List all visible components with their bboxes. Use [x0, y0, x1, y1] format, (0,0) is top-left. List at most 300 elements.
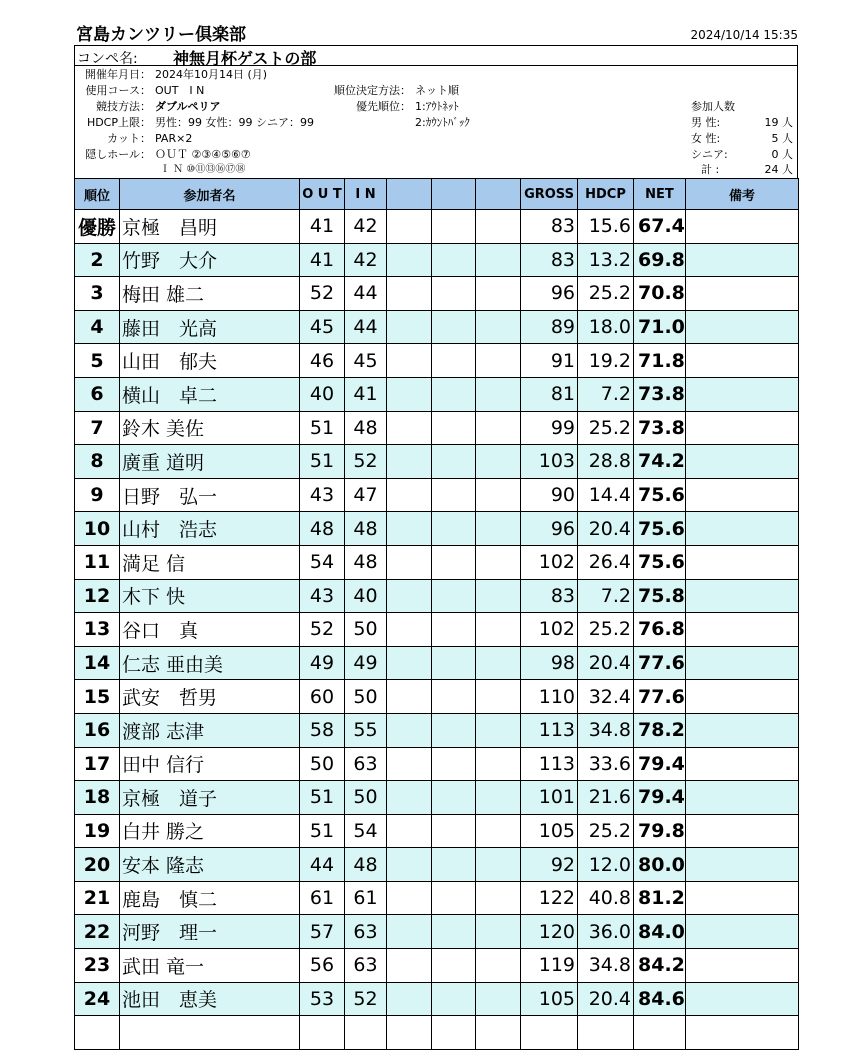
cell-empty: [387, 848, 432, 882]
cell-out: 60: [300, 680, 345, 714]
cell-rank: 21: [75, 881, 120, 915]
cell-net: 70.8: [634, 277, 686, 311]
cell-empty: [387, 646, 432, 680]
col-header-blank-3: [476, 179, 521, 210]
cell-empty: [476, 982, 521, 1016]
cell-in: 48: [345, 848, 387, 882]
cell-name: 渡部 志津: [120, 713, 300, 747]
cell-out: 45: [300, 310, 345, 344]
cell-name: 谷口 真: [120, 613, 300, 647]
cell-name: 満足 信: [120, 545, 300, 579]
cell-empty: [432, 680, 476, 714]
cell-empty: [387, 713, 432, 747]
cell-rank: 9: [75, 478, 120, 512]
cell-empty: [432, 747, 476, 781]
cell-name: 木下 快: [120, 579, 300, 613]
cell-notes: [686, 747, 799, 781]
cell-empty: [387, 579, 432, 613]
cut-label: カット：: [107, 132, 151, 145]
cell-empty: [432, 814, 476, 848]
ranking-method-value: ネット順: [415, 84, 459, 97]
cell-empty: [476, 814, 521, 848]
cell-name: 武安 哲男: [120, 680, 300, 714]
cell-empty: [476, 344, 521, 378]
date-label: 開催年月日：: [85, 68, 151, 81]
cell-hdcp: 21.6: [578, 781, 634, 815]
cell-net: 75.6: [634, 545, 686, 579]
cell-rank: 24: [75, 982, 120, 1016]
cell-empty: [432, 613, 476, 647]
cell-name: 鹿島 慎二: [120, 881, 300, 915]
table-row: [75, 982, 799, 1016]
cell-name: 鈴木 美佐: [120, 411, 300, 445]
results-table: [74, 178, 799, 1050]
cell-rank: 5: [75, 344, 120, 378]
cell-empty: [387, 243, 432, 277]
cell-gross: 83: [521, 210, 578, 244]
priority-label: 優先順位：: [356, 100, 411, 113]
cell-out: 50: [300, 747, 345, 781]
col-header-rank: 順位: [75, 179, 120, 210]
cell-empty: [432, 915, 476, 949]
cell-empty: [387, 445, 432, 479]
table-row: [75, 680, 799, 714]
table-row: [75, 848, 799, 882]
cell-empty: [432, 512, 476, 546]
cell-in: 54: [345, 814, 387, 848]
table-row: [75, 445, 799, 479]
club-name: 宮島カンツリー倶楽部: [76, 25, 246, 45]
cell-empty: [432, 344, 476, 378]
cell-in: 52: [345, 982, 387, 1016]
cell-net: 84.2: [634, 949, 686, 983]
cell-rank: 11: [75, 545, 120, 579]
table-row: [75, 377, 799, 411]
table-row: [75, 210, 799, 244]
cell-rank: 18: [75, 781, 120, 815]
cell-name: 山村 浩志: [120, 512, 300, 546]
cell-empty: [476, 713, 521, 747]
cell-in: 55: [345, 713, 387, 747]
cell-net: 74.2: [634, 445, 686, 479]
cell-gross: 99: [521, 411, 578, 445]
cell-out: 52: [300, 277, 345, 311]
female-label: 女 性:: [691, 132, 721, 145]
hidden-holes-in: Ｉ Ｎ ⑩⑪⑬⑯⑰⑱: [160, 164, 246, 175]
cell-empty: [476, 545, 521, 579]
senior-label: シニア:: [691, 148, 728, 161]
table-row: [75, 949, 799, 983]
cell-in: 48: [345, 512, 387, 546]
cell-notes: [686, 848, 799, 882]
cell-in: 41: [345, 377, 387, 411]
cell-net: 75.6: [634, 512, 686, 546]
cell-in: 44: [345, 310, 387, 344]
cell-empty: [476, 881, 521, 915]
cell-empty: [476, 680, 521, 714]
cell-empty: [432, 478, 476, 512]
cell-rank: 22: [75, 915, 120, 949]
cell-net: 79.4: [634, 747, 686, 781]
table-row: [75, 579, 799, 613]
cell-out: 44: [300, 848, 345, 882]
cell-rank: 3: [75, 277, 120, 311]
cell-notes: [686, 781, 799, 815]
cell-rank: 8: [75, 445, 120, 479]
cell-empty: [300, 1016, 345, 1050]
cell-empty: [387, 545, 432, 579]
format-label: 競技方法：: [96, 100, 151, 113]
cell-out: 52: [300, 613, 345, 647]
cell-rank: 17: [75, 747, 120, 781]
cell-empty: [387, 377, 432, 411]
cell-empty: [476, 848, 521, 882]
cell-empty: [432, 545, 476, 579]
cell-name: 京極 道子: [120, 781, 300, 815]
cell-hdcp: 18.0: [578, 310, 634, 344]
priority-1: 1:ｱｳﾄﾈｯﾄ: [415, 100, 459, 113]
cell-empty: [432, 982, 476, 1016]
cell-out: 40: [300, 377, 345, 411]
cell-empty: [387, 1016, 432, 1050]
cell-gross: 83: [521, 579, 578, 613]
cell-out: 51: [300, 781, 345, 815]
cell-notes: [686, 713, 799, 747]
cell-gross: 120: [521, 915, 578, 949]
cell-empty: [476, 1016, 521, 1050]
cell-name: 竹野 大介: [120, 243, 300, 277]
cell-empty: [387, 512, 432, 546]
cell-empty: [476, 512, 521, 546]
cell-empty: [387, 277, 432, 311]
cell-empty: [476, 646, 521, 680]
cell-empty: [345, 1016, 387, 1050]
col-header-notes: 備考: [686, 179, 799, 210]
cell-name: 田中 信行: [120, 747, 300, 781]
hidden-holes-label: 隠しホール：: [85, 148, 151, 161]
cell-hdcp: 25.2: [578, 277, 634, 311]
cell-gross: 110: [521, 680, 578, 714]
cell-notes: [686, 949, 799, 983]
competition-name: 神無月杯ゲストの部: [173, 49, 317, 68]
cell-gross: 101: [521, 781, 578, 815]
cell-notes: [686, 881, 799, 915]
cell-in: 48: [345, 411, 387, 445]
cell-gross: 113: [521, 747, 578, 781]
cell-in: 48: [345, 545, 387, 579]
cell-rank: 4: [75, 310, 120, 344]
cell-empty: [387, 747, 432, 781]
cell-net: 73.8: [634, 377, 686, 411]
cell-in: 63: [345, 949, 387, 983]
cell-net: 75.6: [634, 478, 686, 512]
cell-notes: [686, 579, 799, 613]
cell-rank: 7: [75, 411, 120, 445]
cell-net: 84.0: [634, 915, 686, 949]
cell-empty: [387, 344, 432, 378]
cell-in: 61: [345, 881, 387, 915]
cell-in: 49: [345, 646, 387, 680]
cell-gross: 96: [521, 512, 578, 546]
cell-empty: [521, 1016, 578, 1050]
cell-notes: [686, 478, 799, 512]
cell-net: 81.2: [634, 881, 686, 915]
cell-in: 63: [345, 747, 387, 781]
cell-gross: 119: [521, 949, 578, 983]
cell-empty: [476, 579, 521, 613]
cell-empty: [686, 1016, 799, 1050]
cell-gross: 105: [521, 982, 578, 1016]
cell-hdcp: 25.2: [578, 411, 634, 445]
cell-gross: 90: [521, 478, 578, 512]
cell-empty: [578, 1016, 634, 1050]
table-row: [75, 478, 799, 512]
cell-hdcp: 13.2: [578, 243, 634, 277]
col-header-gross: GROSS: [521, 179, 578, 210]
cell-net: 69.8: [634, 243, 686, 277]
cell-notes: [686, 512, 799, 546]
priority-2: 2:ｶｳﾝﾄﾊﾞｯｸ: [415, 116, 470, 129]
cell-notes: [686, 243, 799, 277]
cell-rank: 20: [75, 848, 120, 882]
cell-hdcp: 7.2: [578, 377, 634, 411]
cell-out: 48: [300, 512, 345, 546]
cell-out: 56: [300, 949, 345, 983]
table-row: [75, 814, 799, 848]
cell-net: 73.8: [634, 411, 686, 445]
cell-out: 49: [300, 646, 345, 680]
table-header-row: [75, 179, 799, 210]
cell-notes: [686, 445, 799, 479]
male-count: 19 人: [764, 116, 793, 129]
cell-empty: [387, 310, 432, 344]
cell-empty: [387, 478, 432, 512]
cell-name: 京極 昌明: [120, 210, 300, 244]
col-header-out: O U T: [300, 179, 345, 210]
cell-empty: [432, 848, 476, 882]
cell-empty: [387, 982, 432, 1016]
competition-info: [74, 65, 798, 179]
cell-empty: [476, 747, 521, 781]
table-row: [75, 411, 799, 445]
cell-out: 43: [300, 579, 345, 613]
cell-rank: 優勝: [75, 210, 120, 244]
cell-empty: [432, 646, 476, 680]
cell-empty: [387, 210, 432, 244]
cell-empty: [387, 781, 432, 815]
cell-in: 47: [345, 478, 387, 512]
cell-name: 武田 竜一: [120, 949, 300, 983]
cell-in: 40: [345, 579, 387, 613]
cell-name: 安本 隆志: [120, 848, 300, 882]
cell-empty: [75, 1016, 120, 1050]
course-value: OUT I N: [155, 84, 205, 97]
hidden-holes-out: ＯＵＴ ②③④⑤⑥⑦: [155, 148, 251, 161]
cell-notes: [686, 982, 799, 1016]
cell-empty: [476, 478, 521, 512]
col-header-in: I N: [345, 179, 387, 210]
cell-name: 梅田 雄二: [120, 277, 300, 311]
cell-rank: 13: [75, 613, 120, 647]
cell-hdcp: 25.2: [578, 613, 634, 647]
cell-notes: [686, 814, 799, 848]
cell-rank: 15: [75, 680, 120, 714]
cell-hdcp: 20.4: [578, 982, 634, 1016]
cell-name: 廣重 道明: [120, 445, 300, 479]
cell-net: 71.8: [634, 344, 686, 378]
cell-net: 79.4: [634, 781, 686, 815]
cell-empty: [476, 210, 521, 244]
cell-empty: [476, 915, 521, 949]
cell-notes: [686, 377, 799, 411]
cell-rank: 23: [75, 949, 120, 983]
cell-out: 41: [300, 210, 345, 244]
cell-empty: [432, 881, 476, 915]
cell-in: 50: [345, 680, 387, 714]
col-header-name: 参加者名: [120, 179, 300, 210]
cell-name: 白井 勝之: [120, 814, 300, 848]
cell-notes: [686, 344, 799, 378]
print-datetime: 2024/10/14 15:35: [690, 28, 798, 42]
cell-empty: [387, 411, 432, 445]
cell-net: 80.0: [634, 848, 686, 882]
cell-net: 77.6: [634, 646, 686, 680]
cell-net: 84.6: [634, 982, 686, 1016]
cell-in: 45: [345, 344, 387, 378]
cell-rank: 6: [75, 377, 120, 411]
cell-rank: 12: [75, 579, 120, 613]
cell-empty: [432, 579, 476, 613]
cell-notes: [686, 680, 799, 714]
cell-hdcp: 32.4: [578, 680, 634, 714]
total-label: 計 :: [701, 163, 720, 176]
cell-out: 51: [300, 445, 345, 479]
cell-gross: 89: [521, 310, 578, 344]
cell-in: 50: [345, 613, 387, 647]
cell-notes: [686, 310, 799, 344]
table-row: [75, 310, 799, 344]
cell-empty: [432, 243, 476, 277]
cell-notes: [686, 277, 799, 311]
cell-empty: [387, 814, 432, 848]
cell-out: 53: [300, 982, 345, 1016]
cell-empty: [432, 310, 476, 344]
cell-gross: 92: [521, 848, 578, 882]
cell-empty: [387, 881, 432, 915]
cell-empty: [476, 411, 521, 445]
cell-out: 57: [300, 915, 345, 949]
cell-net: 77.6: [634, 680, 686, 714]
cell-empty: [476, 445, 521, 479]
cell-out: 51: [300, 411, 345, 445]
cell-hdcp: 33.6: [578, 747, 634, 781]
table-row: [75, 747, 799, 781]
cell-hdcp: 40.8: [578, 881, 634, 915]
cell-hdcp: 14.4: [578, 478, 634, 512]
cell-name: 山田 郁夫: [120, 344, 300, 378]
course-label: 使用コース：: [85, 84, 151, 97]
cell-in: 42: [345, 243, 387, 277]
ranking-method-label: 順位決定方法：: [334, 84, 411, 97]
cell-gross: 102: [521, 613, 578, 647]
cell-name: 日野 弘一: [120, 478, 300, 512]
cell-in: 44: [345, 277, 387, 311]
cell-out: 46: [300, 344, 345, 378]
cell-hdcp: 34.8: [578, 949, 634, 983]
cell-hdcp: 12.0: [578, 848, 634, 882]
cell-net: 75.8: [634, 579, 686, 613]
date-value: 2024年10月14日 (月): [155, 68, 268, 81]
cell-empty: [432, 445, 476, 479]
cell-empty: [432, 210, 476, 244]
col-header-blank-2: [432, 179, 476, 210]
cell-hdcp: 28.8: [578, 445, 634, 479]
senior-count: 0 人: [771, 148, 793, 161]
cell-hdcp: 25.2: [578, 814, 634, 848]
cell-name: 池田 恵美: [120, 982, 300, 1016]
cell-empty: [387, 949, 432, 983]
cell-hdcp: 7.2: [578, 579, 634, 613]
hdcp-limit-label: HDCP上限：: [86, 116, 151, 129]
cell-gross: 83: [521, 243, 578, 277]
table-row: [75, 512, 799, 546]
cell-out: 41: [300, 243, 345, 277]
cell-rank: 10: [75, 512, 120, 546]
cell-gross: 81: [521, 377, 578, 411]
male-label: 男 性:: [691, 116, 721, 129]
cell-gross: 113: [521, 713, 578, 747]
cell-empty: [634, 1016, 686, 1050]
cell-notes: [686, 210, 799, 244]
table-row: [75, 243, 799, 277]
table-row: [75, 915, 799, 949]
cell-empty: [432, 377, 476, 411]
cell-rank: 16: [75, 713, 120, 747]
cell-gross: 96: [521, 277, 578, 311]
hdcp-limit-value: 男性：99 女性：99 シニア：99: [155, 116, 314, 129]
cell-in: 50: [345, 781, 387, 815]
cell-empty: [476, 377, 521, 411]
cell-empty: [432, 277, 476, 311]
cell-gross: 98: [521, 646, 578, 680]
cut-value: PAR×2: [155, 132, 193, 145]
cell-gross: 91: [521, 344, 578, 378]
cell-notes: [686, 915, 799, 949]
cell-gross: 122: [521, 881, 578, 915]
table-row: [75, 277, 799, 311]
table-row: [75, 646, 799, 680]
table-row: [75, 613, 799, 647]
cell-notes: [686, 411, 799, 445]
cell-empty: [432, 713, 476, 747]
cell-net: 67.4: [634, 210, 686, 244]
cell-empty: [476, 613, 521, 647]
cell-empty: [476, 243, 521, 277]
cell-gross: 105: [521, 814, 578, 848]
cell-gross: 103: [521, 445, 578, 479]
competition-name-label: コンペ名:: [77, 51, 138, 67]
cell-hdcp: 26.4: [578, 545, 634, 579]
cell-out: 58: [300, 713, 345, 747]
cell-empty: [120, 1016, 300, 1050]
cell-hdcp: 34.8: [578, 713, 634, 747]
col-header-net: NET: [634, 179, 686, 210]
cell-empty: [432, 949, 476, 983]
cell-empty: [476, 277, 521, 311]
cell-out: 43: [300, 478, 345, 512]
cell-hdcp: 20.4: [578, 512, 634, 546]
cell-name: 河野 理一: [120, 915, 300, 949]
